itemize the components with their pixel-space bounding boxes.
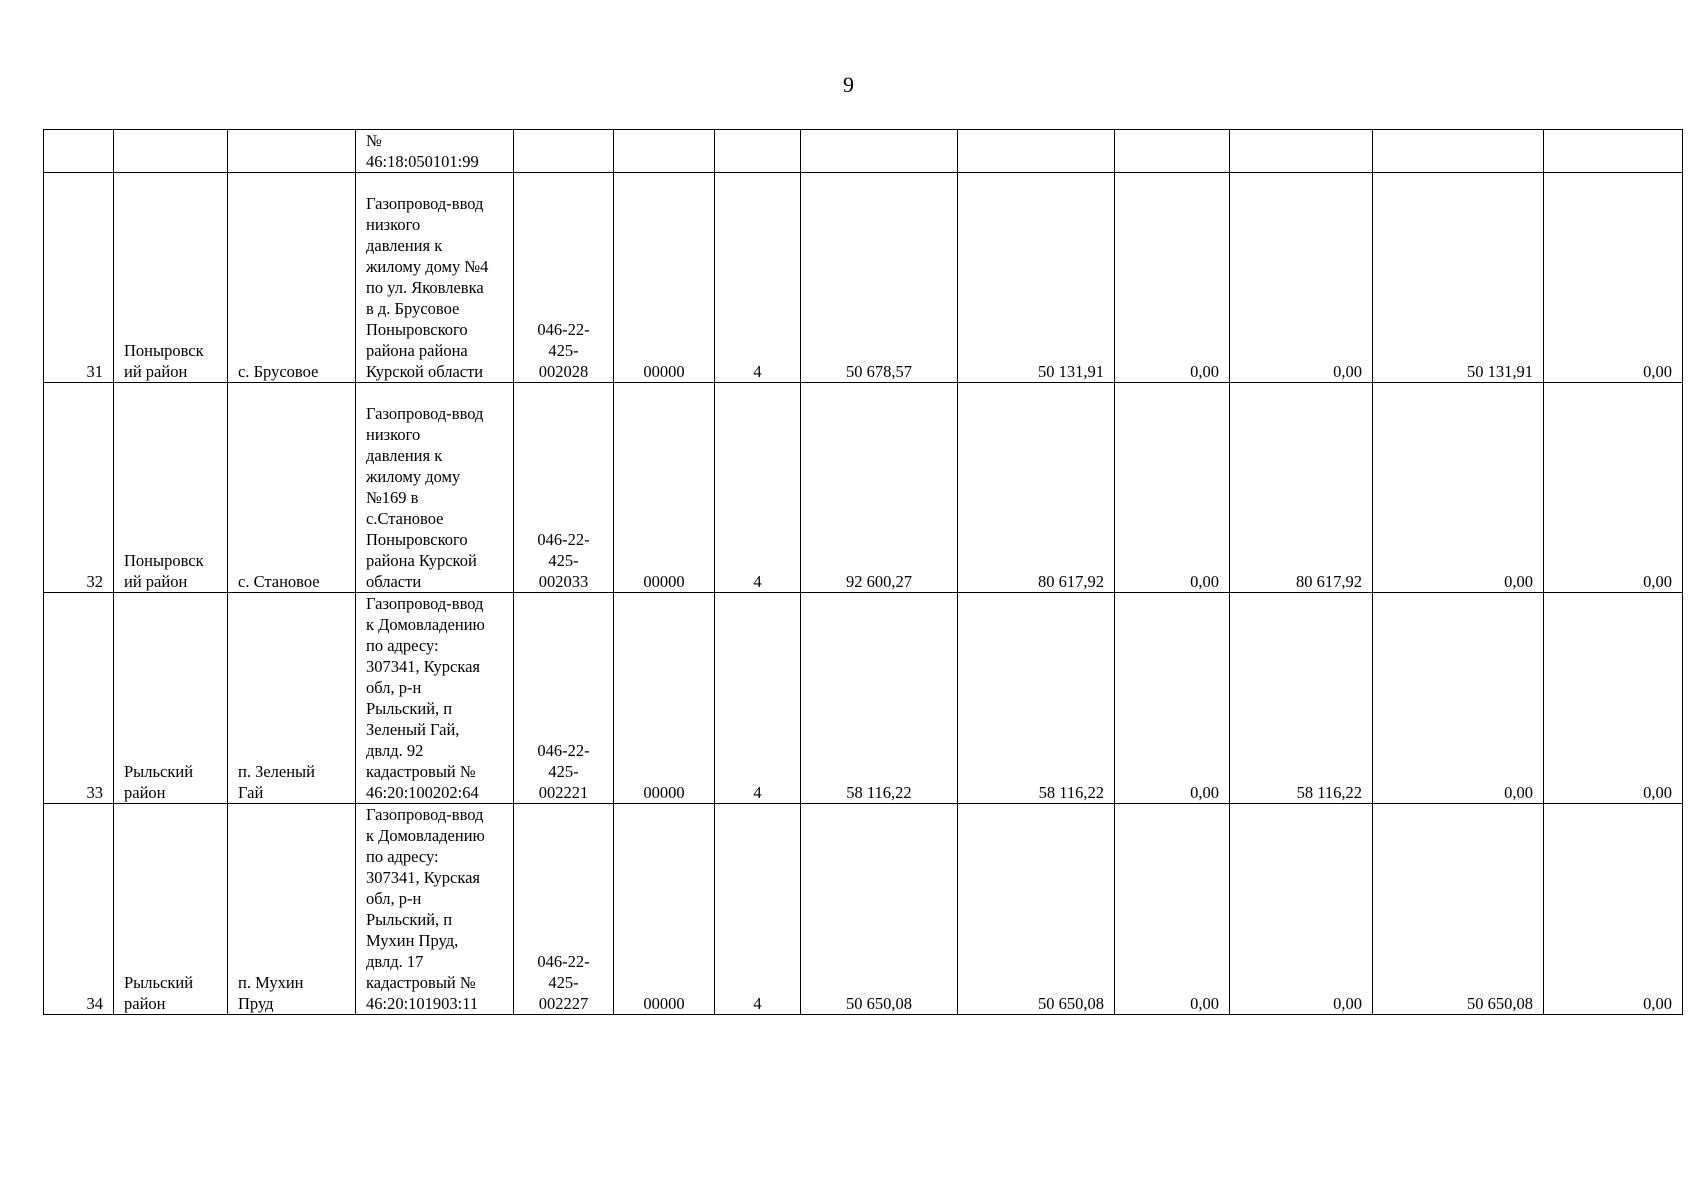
cell-col9: 0,00 — [1115, 383, 1230, 593]
cell-col9: 0,00 — [1115, 593, 1230, 804]
cell-initial-cost: 58 116,22 — [801, 593, 958, 804]
cell-residual-cost: 58 116,22 — [958, 593, 1115, 804]
cell-col12: 0,00 — [1544, 593, 1683, 804]
cell-description: Газопровод-ввод к Домовладению по адресу: 307341, Курская обл, р-н Рыльский, п Зеленый Гай, двлд. 92 кадастровый № 46:20:100202:64 — [356, 593, 514, 804]
cell-col9 — [1115, 130, 1230, 173]
cell-col10: 80 617,92 — [1230, 383, 1373, 593]
cell-inventory: 046-22- 425- 002221 — [514, 593, 614, 804]
cell-description: Газопровод-ввод низкого давления к жилому дому №169 в с.Становое Поныровского района Курской области — [356, 383, 514, 593]
cell-col12: 0,00 — [1544, 173, 1683, 383]
cell-inventory: 046-22- 425- 002033 — [514, 383, 614, 593]
cell-num: 34 — [44, 804, 114, 1015]
cell-district: Рыльский район — [114, 804, 228, 1015]
cell-group: 4 — [715, 804, 801, 1015]
cell-initial-cost: 92 600,27 — [801, 383, 958, 593]
cell-col12: 0,00 — [1544, 383, 1683, 593]
cell-num: 31 — [44, 173, 114, 383]
cell-num — [44, 130, 114, 173]
cell-group: 4 — [715, 173, 801, 383]
table-row — [44, 593, 1683, 804]
cell-code: 00000 — [614, 804, 715, 1015]
cell-residual-cost: 50 650,08 — [958, 804, 1115, 1015]
cell-locality: п. Зеленый Гай — [228, 593, 356, 804]
table-row — [44, 383, 1683, 593]
cell-locality: с. Брусовое — [228, 173, 356, 383]
cell-residual-cost: 80 617,92 — [958, 383, 1115, 593]
cell-description: № 46:18:050101:99 — [356, 130, 514, 173]
cell-district — [114, 130, 228, 173]
cell-residual-cost: 50 131,91 — [958, 173, 1115, 383]
cell-col11 — [1373, 130, 1544, 173]
cell-initial-cost: 50 678,57 — [801, 173, 958, 383]
cell-group: 4 — [715, 593, 801, 804]
cell-description: Газопровод-ввод к Домовладению по адресу: 307341, Курская обл, р-н Рыльский, п Мухин Пруд, двлд. 17 кадастровый № 46:20:101903:11 — [356, 804, 514, 1015]
cell-col12 — [1544, 130, 1683, 173]
cell-code: 00000 — [614, 173, 715, 383]
cell-locality: п. Мухин Пруд — [228, 804, 356, 1015]
cell-initial-cost — [801, 130, 958, 173]
cell-district: Рыльский район — [114, 593, 228, 804]
cell-col11: 0,00 — [1373, 593, 1544, 804]
cell-col11: 50 131,91 — [1373, 173, 1544, 383]
cell-col11: 50 650,08 — [1373, 804, 1544, 1015]
cell-col10: 0,00 — [1230, 804, 1373, 1015]
cell-col10: 58 116,22 — [1230, 593, 1373, 804]
cell-residual-cost — [958, 130, 1115, 173]
cell-code: 00000 — [614, 593, 715, 804]
cell-district: Поныровск ий район — [114, 383, 228, 593]
cell-inventory: 046-22- 425- 002028 — [514, 173, 614, 383]
cell-initial-cost: 50 650,08 — [801, 804, 958, 1015]
cell-description: Газопровод-ввод низкого давления к жилому дому №4 по ул. Яковлевка в д. Брусовое Поныровского района района Курской области — [356, 173, 514, 383]
cell-col9: 0,00 — [1115, 804, 1230, 1015]
cell-group — [715, 130, 801, 173]
table-row — [44, 804, 1683, 1015]
cell-num: 33 — [44, 593, 114, 804]
cell-group: 4 — [715, 383, 801, 593]
cell-num: 32 — [44, 383, 114, 593]
cell-col11: 0,00 — [1373, 383, 1544, 593]
cell-district: Поныровск ий район — [114, 173, 228, 383]
page-number: 9 — [843, 72, 854, 97]
cell-inventory: 046-22- 425- 002227 — [514, 804, 614, 1015]
cell-inventory — [514, 130, 614, 173]
cell-col9: 0,00 — [1115, 173, 1230, 383]
cell-col10: 0,00 — [1230, 173, 1373, 383]
cell-col12: 0,00 — [1544, 804, 1683, 1015]
cell-code — [614, 130, 715, 173]
cell-col10 — [1230, 130, 1373, 173]
table-row — [44, 173, 1683, 383]
cell-locality — [228, 130, 356, 173]
cell-code: 00000 — [614, 383, 715, 593]
property-register-table — [43, 129, 1683, 1015]
cell-locality: с. Становое — [228, 383, 356, 593]
table-row-continuation — [44, 130, 1683, 173]
